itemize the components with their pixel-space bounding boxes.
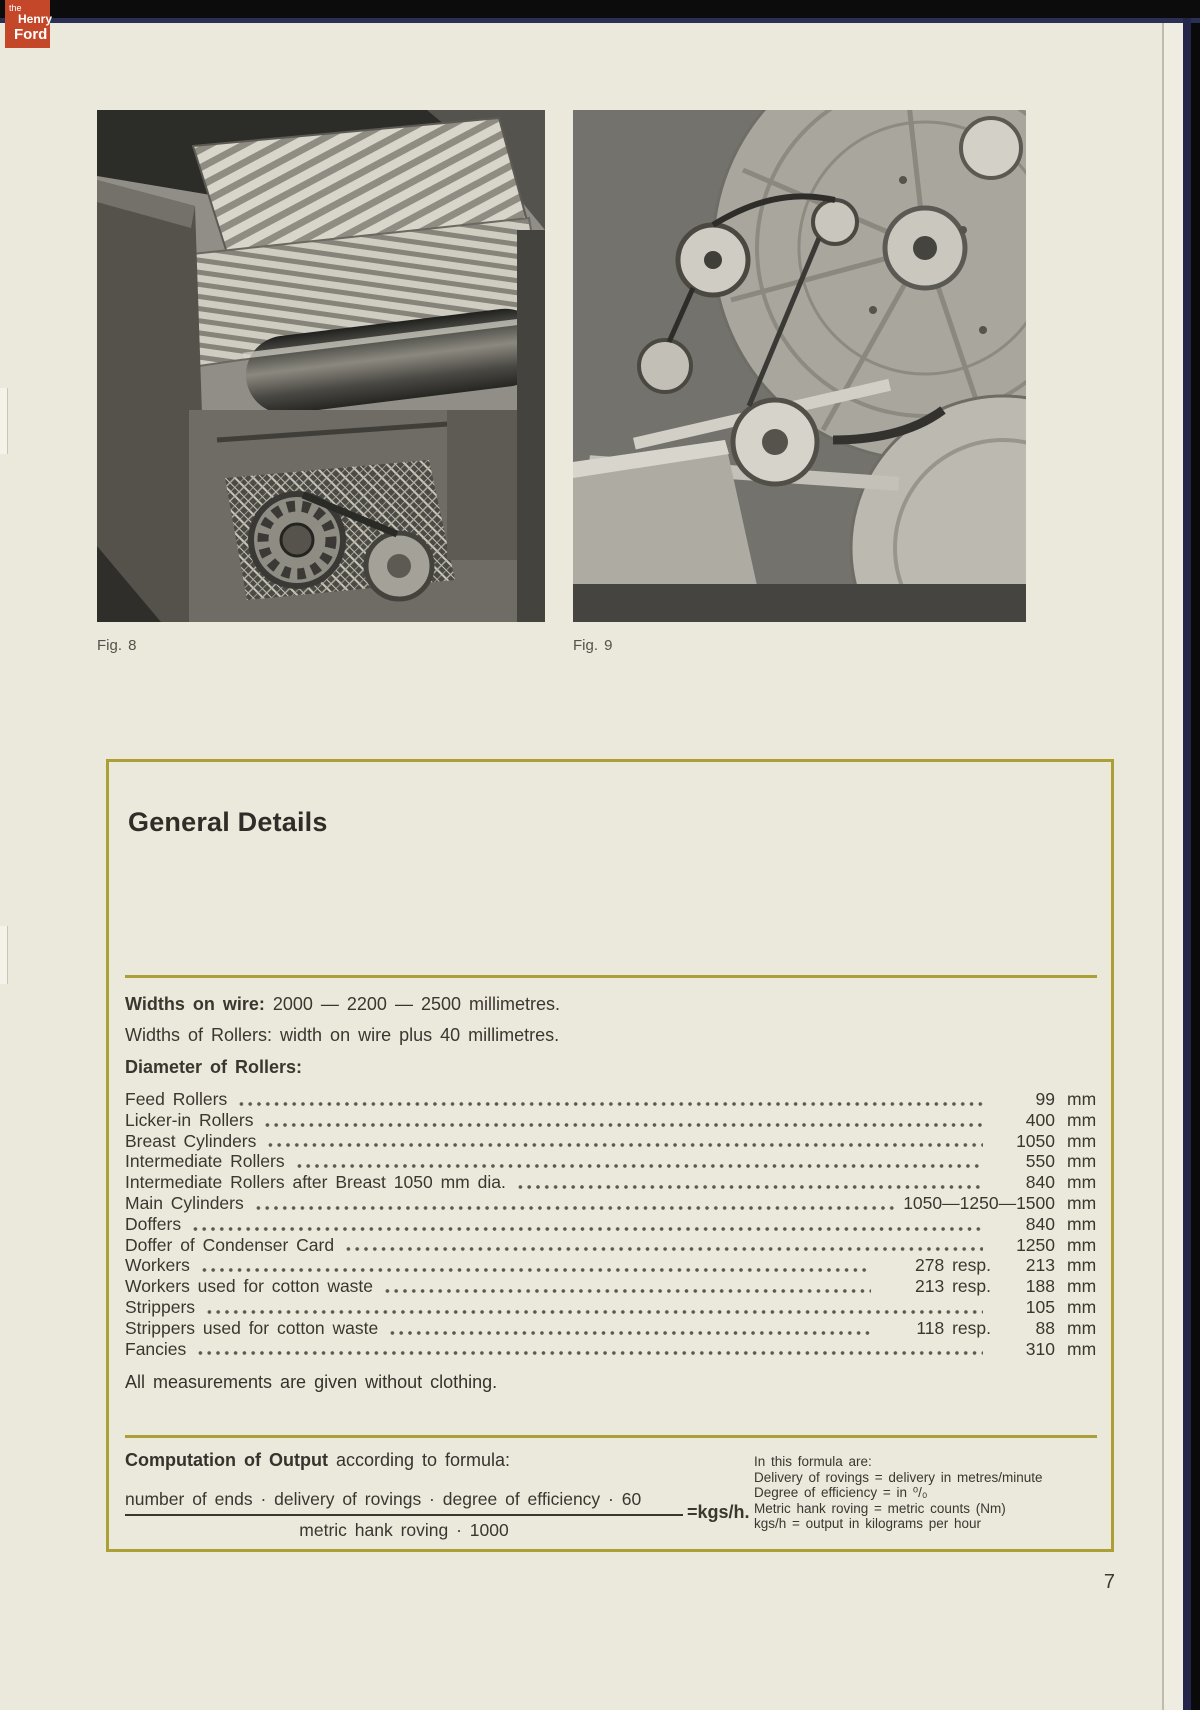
dotted-leader (516, 1172, 983, 1193)
general-details-title: General Details (128, 807, 328, 837)
spec-unit: mm (1067, 1089, 1097, 1109)
spec-resp: 213 resp. (915, 1276, 991, 1297)
scan-edge-artifact (0, 388, 7, 454)
spec-resp: 118 resp. (916, 1317, 991, 1338)
spec-unit: mm (1067, 1213, 1097, 1234)
spec-row (125, 1172, 1101, 1193)
spec-label: Workers used for cotton waste (125, 1276, 374, 1297)
spec-label: Main Cylinders (125, 1192, 244, 1213)
spec-unit: mm (1067, 1255, 1097, 1276)
page-right-margin (1164, 23, 1183, 1710)
spec-row (125, 1110, 1101, 1131)
dotted-leader (295, 1151, 983, 1172)
logo-line-henry: Henry (18, 12, 53, 26)
spec-value: 840 (1025, 1213, 1055, 1234)
spec-row (125, 1151, 1101, 1172)
dotted-leader (254, 1193, 895, 1214)
spec-value: 99 (1035, 1089, 1055, 1109)
page-edge-line (1162, 23, 1164, 1710)
scan-edge-artifact (0, 926, 7, 984)
spec-row (125, 1318, 1101, 1339)
spec-value: 840 (1025, 1172, 1055, 1193)
dotted-leader (263, 1110, 983, 1131)
spec-value: 1250 (1016, 1234, 1055, 1255)
spec-value: 400 (1025, 1109, 1055, 1130)
formula-notes (754, 1454, 1104, 1532)
dotted-leader (196, 1339, 983, 1360)
spec-label: Breast Cylinders (125, 1130, 257, 1151)
formula-note-line: kgs/h = output in kilograms per hour (754, 1516, 981, 1532)
scan-right-navy-line (1183, 18, 1191, 1710)
formula-note-line: Metric hank roving = metric counts (Nm) (754, 1500, 1006, 1516)
spec-unit: mm (1067, 1109, 1097, 1130)
spec-label: Fancies (125, 1338, 187, 1359)
widths-on-wire-value: 2000 — 2200 — 2500 millimetres. (272, 994, 560, 1014)
diameter-heading: Diameter of Rollers: (125, 1057, 303, 1077)
spec-unit: mm (1067, 1276, 1097, 1297)
dotted-leader (237, 1089, 983, 1110)
spec-value: 1050 (1016, 1130, 1055, 1151)
spec-unit: mm (1067, 1172, 1097, 1193)
spec-row (125, 1339, 1101, 1360)
widths-of-rollers-line: Widths of Rollers: width on wire plus 40 millimetres. (125, 1025, 560, 1045)
spec-unit: mm (1067, 1234, 1097, 1255)
logo-line-ford: Ford (14, 26, 48, 43)
formula-fraction (125, 1488, 683, 1541)
figure-8-photo (97, 110, 545, 622)
spec-label: Strippers (125, 1296, 196, 1317)
computation-heading (125, 1450, 510, 1471)
computation-heading-rest: according to formula: (327, 1450, 511, 1470)
formula-denominator: metric hank roving · 1000 (299, 1520, 509, 1540)
henry-ford-logo (5, 0, 53, 48)
spec-unit: mm (1067, 1151, 1097, 1172)
dotted-leader (266, 1131, 983, 1152)
widths-on-wire-label: Widths on wire: (125, 994, 265, 1014)
spec-label: Intermediate Rollers (125, 1151, 285, 1172)
spec-value: 188 (1025, 1276, 1055, 1297)
spec-unit: mm (1067, 1296, 1097, 1317)
scan-top-navy-line (0, 18, 1200, 23)
spec-unit: mm (1067, 1192, 1097, 1213)
dotted-leader (191, 1214, 983, 1235)
spec-unit: mm (1067, 1130, 1097, 1151)
spec-value: 550 (1025, 1151, 1055, 1172)
spec-value: 88 (1035, 1317, 1055, 1338)
measurements-note: All measurements are given without clothing. (125, 1372, 498, 1392)
spec-label: Strippers used for cotton waste (125, 1317, 379, 1338)
spec-row (125, 1089, 1101, 1110)
divider-rule-top (125, 975, 1097, 978)
spec-value: 105 (1025, 1296, 1055, 1317)
spec-row (125, 1193, 1101, 1214)
spec-label: Doffer of Condenser Card (125, 1234, 335, 1255)
spec-unit: mm (1067, 1317, 1097, 1338)
computation-heading-bold: Computation of Output (125, 1450, 328, 1470)
dotted-leader (200, 1255, 871, 1276)
figure-8-caption: Fig. 8 (97, 637, 137, 654)
spec-value: 310 (1025, 1338, 1055, 1359)
dotted-leader (344, 1235, 983, 1256)
spec-row (125, 1276, 1101, 1297)
dotted-leader (205, 1297, 983, 1318)
dotted-leader (383, 1276, 871, 1297)
formula-result: =kgs/h. (687, 1502, 750, 1522)
spec-row (125, 1131, 1101, 1152)
spec-label: Feed Rollers (125, 1089, 228, 1109)
formula-numerator: number of ends · delivery of rovings · degree of efficiency · 60 (125, 1488, 683, 1516)
spec-row (125, 1214, 1101, 1235)
spec-list (125, 1089, 1101, 1359)
widths-on-wire-line (125, 994, 560, 1015)
spec-label: Intermediate Rollers after Breast 1050 mm dia. (125, 1172, 506, 1193)
scan-top-edge (0, 0, 1200, 18)
dotted-leader (388, 1318, 871, 1339)
divider-rule-bottom (125, 1435, 1097, 1438)
spec-label: Workers (125, 1255, 190, 1276)
logo-line-the: the (9, 3, 22, 13)
spec-row (125, 1297, 1101, 1318)
general-details-box (106, 759, 1114, 1552)
spec-value: 213 (1025, 1255, 1055, 1276)
spec-row (125, 1235, 1101, 1256)
page-number: 7 (1103, 1571, 1115, 1593)
formula-note-line: Delivery of rovings = delivery in metres/minute (754, 1469, 1043, 1485)
spec-resp: 278 resp. (915, 1255, 991, 1276)
spec-label: Licker-in Rollers (125, 1109, 254, 1130)
formula-note-line: In this formula are: (754, 1454, 872, 1469)
figure-9-caption: Fig. 9 (573, 637, 613, 654)
spec-row (125, 1255, 1101, 1276)
figure-9-photo (573, 110, 1026, 622)
spec-label: Doffers (125, 1213, 182, 1234)
spec-unit: mm (1067, 1338, 1097, 1359)
spec-value: 1050—1250—1500 (903, 1192, 1055, 1213)
formula-note-line: Degree of efficiency = in ⁰/₀ (754, 1485, 928, 1501)
